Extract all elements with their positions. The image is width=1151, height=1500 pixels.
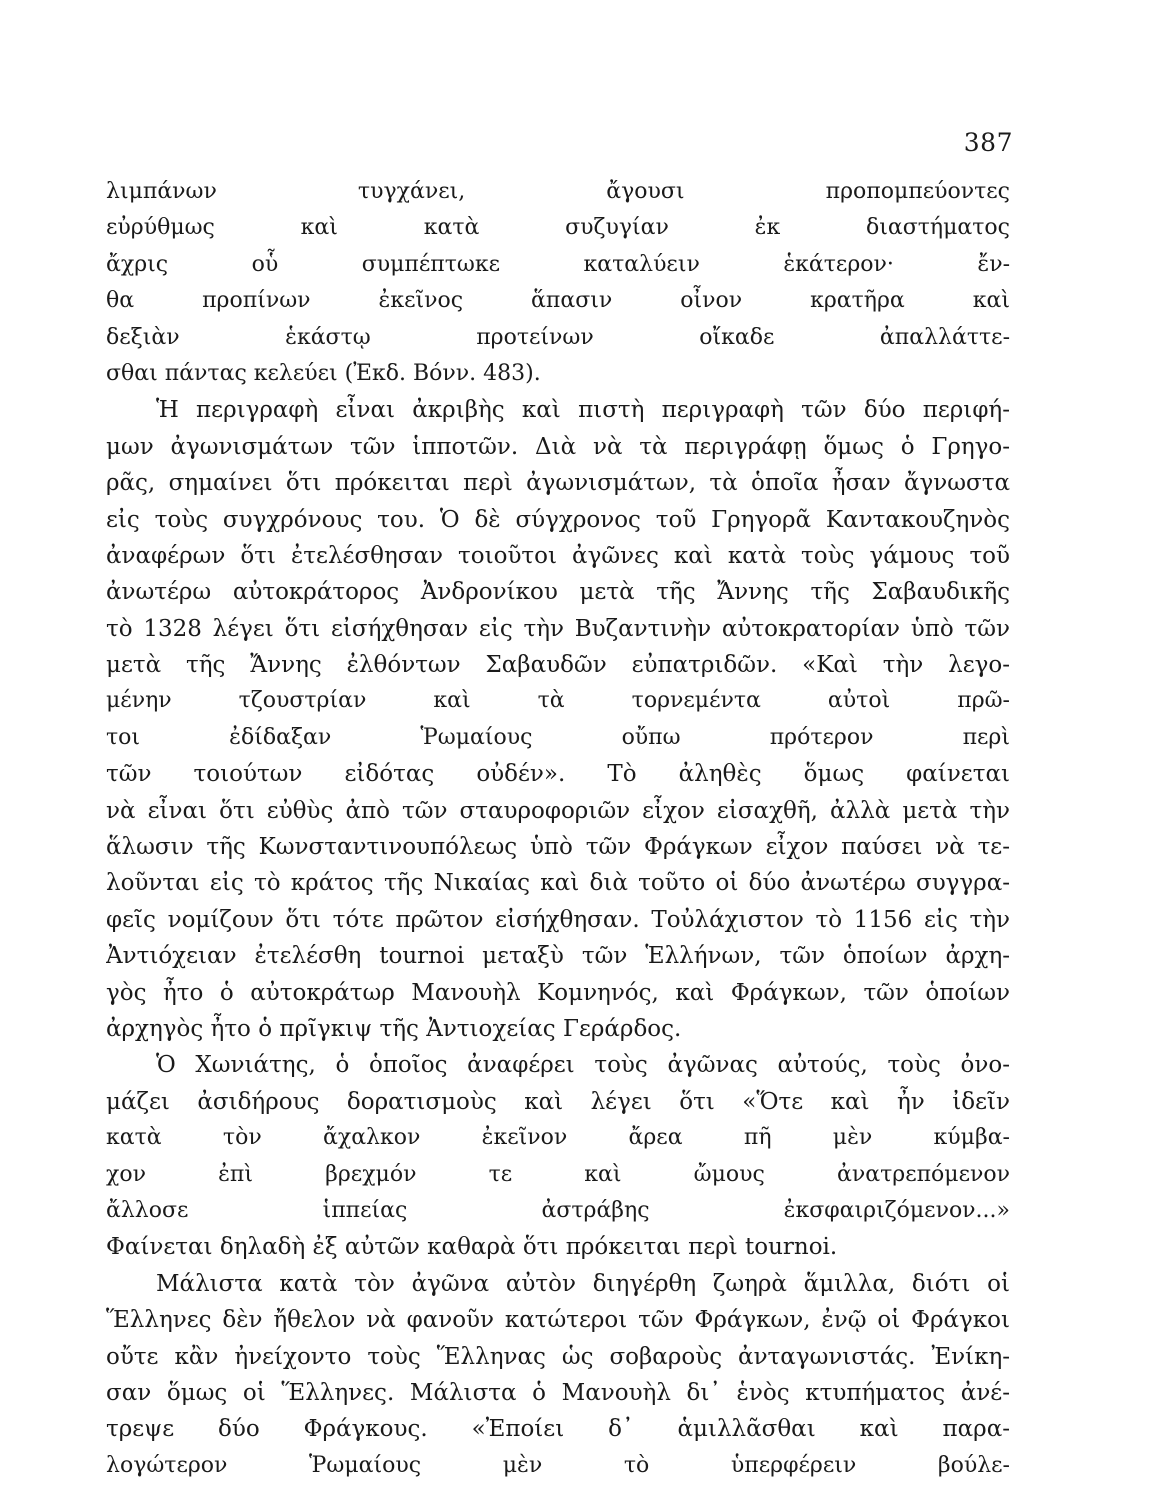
text-line: μάζει ἀσιδήρους δορατισμοὺς καὶ λέγει ὅτι «Ὅτε καὶ ἦν ἰδεῖν [106,1088,1010,1115]
text-line: λογώτερον Ῥωμαίους μὲν τὸ ὑπερφέρειν βούλε- [106,1452,1010,1478]
text-line: ἄχρις οὗ συμπέπτωκε καταλύειν ἑκάτερον· ἔν- [106,251,1010,277]
text-line: Ὁ Χωνιάτης, ὁ ὁποῖος ἀναφέρει τοὺς ἀγῶνας αὐτούς, τοὺς ὀνο- [156,1052,1010,1079]
text-line: τὸ 1328 λέγει ὅτι εἰσήχθησαν εἰς τὴν Βυζαντινὴν αὐτοκρατορίαν ὑπὸ τῶν [106,615,1010,642]
text-line: οὔτε κἂν ἠνείχοντο τοὺς Ἕλληνας ὡς σοβαροὺς ἀνταγωνιστάς. Ἐνίκη- [106,1343,1010,1370]
body-text [106,174,1010,1484]
text-line: σθαι πάντας κελεύει (Ἐκδ. Βόνν. 483). [106,360,541,386]
text-line: Φαίνεται δηλαδὴ ἐξ αὐτῶν καθαρὰ ὅτι πρόκειται περὶ tournoi. [106,1234,838,1261]
text-line: γὸς ἦτο ὁ αὐτοκράτωρ Μανουὴλ Κομνηνός, καὶ Φράγκων, τῶν ὁποίων [106,979,1010,1006]
text-line: Μάλιστα κατὰ τὸν ἀγῶνα αὐτὸν διηγέρθη ζωηρὰ ἅμιλλα, διότι οἱ [156,1270,1010,1297]
text-line: κατὰ τὸν ἄχαλκον ἐκεῖνον ἄρεα πῆ μὲν κύμβα- [106,1125,1010,1151]
text-line: μένην τζουστρίαν καὶ τὰ τορνεμέντα αὐτοὶ πρῶ- [106,688,1010,714]
text-line: τοι ἐδίδαξαν Ῥωμαίους οὔπω πρότερον περὶ [106,724,1010,750]
text-line: θα προπίνων ἐκεῖνος ἅπασιν οἶνον κρατῆρα καὶ [106,288,1010,314]
text-line: λοῦνται εἰς τὸ κράτος τῆς Νικαίας καὶ διὰ τοῦτο οἱ δύο ἀνωτέρω συγγρα- [106,870,1010,897]
text-line: ἀρχηγὸς ἦτο ὁ πρῖγκιψ τῆς Ἀντιοχείας Γεράρδος. [106,1015,682,1042]
text-line: τρεψε δύο Φράγκους. «Ἐποίει δ᾿ ἁμιλλᾶσθαι καὶ παρα- [106,1416,1010,1443]
text-line: ἀναφέρων ὅτι ἐτελέσθησαν τοιοῦτοι ἀγῶνες καὶ κατὰ τοὺς γάμους τοῦ [106,542,1010,569]
text-line: χον ἐπὶ βρεχμόν τε καὶ ὤμους ἀνατρεπόμενον [106,1161,1010,1187]
text-line: Ἡ περιγραφὴ εἶναι ἀκριβὴς καὶ πιστὴ περιγραφὴ τῶν δύο περιφή- [156,397,1010,424]
text-line: μετὰ τῆς Ἄννης ἐλθόντων Σαβαυδῶν εὐπατριδῶν. «Καὶ τὴν λεγο- [106,652,1010,679]
text-line: εἰς τοὺς συγχρόνους του. Ὁ δὲ σύγχρονος τοῦ Γρηγορᾶ Καντακουζηνὸς [106,506,1010,533]
text-line: φεῖς νομίζουν ὅτι τότε πρῶτον εἰσήχθησαν. Τοὐλάχιστον τὸ 1156 εἰς τὴν [106,906,1010,933]
text-line: εὐρύθμως καὶ κατὰ συζυγίαν ἐκ διαστήματος [106,215,1010,241]
text-line: Ἕλληνες δὲν ἤθελον νὰ φανοῦν κατώτεροι τῶν Φράγκων, ἐνῷ οἱ Φράγκοι [106,1307,1010,1334]
text-line: τῶν τοιούτων εἰδότας οὐδέν». Τὸ ἀληθὲς ὅμως φαίνεται [106,761,1010,788]
text-line: ἅλωσιν τῆς Κωνσταντινουπόλεως ὑπὸ τῶν Φράγκων εἶχον παύσει νὰ τε- [106,834,1010,861]
text-line: λιμπάνων τυγχάνει, ἄγουσι προπομπεύοντες [106,179,1010,204]
text-line: νὰ εἶναι ὅτι εὐθὺς ἀπὸ τῶν σταυροφοριῶν εἶχον εἰσαχθῆ, ἀλλὰ μετὰ τὴν [106,797,1010,824]
text-line: ρᾶς, σημαίνει ὅτι πρόκειται περὶ ἀγωνισμάτων, τὰ ὁποῖα ἦσαν ἄγνωστα [106,470,1010,497]
page-number: 387 [963,128,1013,157]
text-line: μων ἀγωνισμάτων τῶν ἱπποτῶν. Διὰ νὰ τὰ περιγράφῃ ὅμως ὁ Γρηγο- [106,433,1010,460]
text-line: Ἀντιόχειαν ἐτελέσθη tournoi μεταξὺ τῶν Ἑλλήνων, τῶν ὁποίων ἀρχη- [106,943,1010,970]
text-line: ἀνωτέρω αὐτοκράτορος Ἀνδρονίκου μετὰ τῆς Ἄννης τῆς Σαβαυδικῆς [106,579,1010,606]
text-line: ἄλλοσε ἱππείας ἀστράβης ἐκσφαιριζόμενον...» [106,1197,1010,1223]
text-line: δεξιὰν ἑκάστῳ προτείνων οἴκαδε ἀπαλλάττε- [106,324,1010,350]
text-line: σαν ὅμως οἱ Ἕλληνες. Μάλιστα ὁ Μανουὴλ δι᾿ ἑνὸς κτυπήματος ἀνέ- [106,1379,1010,1406]
